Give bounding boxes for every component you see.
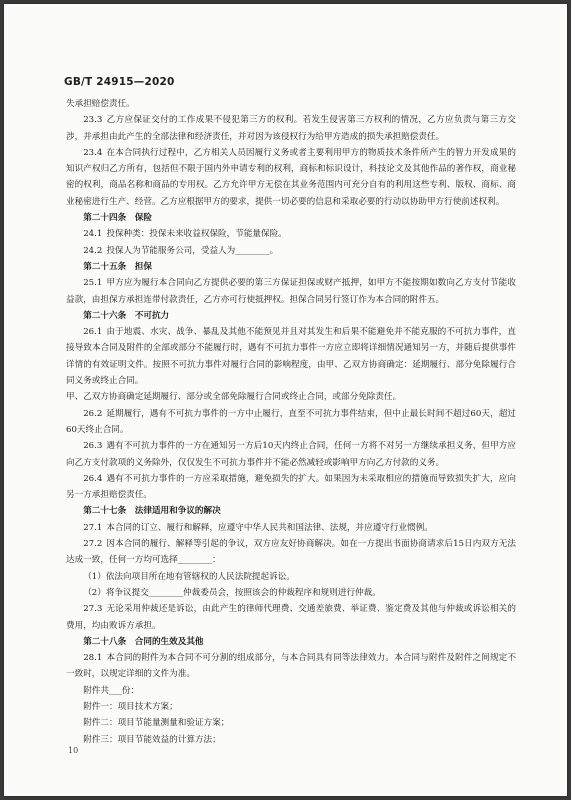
clause-number: 26.3 [83, 441, 103, 452]
article-heading: 第二十四条 保险 [83, 213, 152, 224]
clause-paragraph [66, 471, 516, 504]
clause-text: 由于地震、水灾、战争、暴乱及其他不能预见并且对其发生和后果不能避免并不能克服的不可抗力事件，直接导致本合同及附件的全部或部分不能履行时，遇有不可抗力事件一方应立即将详细情况通知另一方，并随后提供事件详情的有效证明文件。按照不可抗力事件对履行合同的影响程度，由甲、乙双方协商确定：延期履行、部分免除履行合同义务或终止合同。 [66, 327, 516, 387]
list-item: 附件一：项目技术方案； [83, 701, 178, 712]
clause-text: 投保人为节能服务公司，受益人为________。 [106, 245, 279, 256]
clause-number: 23.3 [83, 115, 103, 126]
clause-paragraph [66, 112, 516, 145]
document-page [4, 4, 567, 796]
document-body [66, 96, 516, 748]
clause-number: 23.4 [83, 147, 103, 158]
clause-text: 投保种类：投保未来收益权保险，节能量保险。 [106, 229, 287, 240]
clause-number: 27.3 [83, 604, 103, 615]
clause-number: 26.2 [83, 408, 103, 419]
clause-text: 延期履行，遇有不可抗力事件的一方中止履行，直至不可抗力事件结束，但中止最长时间不超过60天，超过60天终止合同。 [66, 408, 516, 435]
list-item: 附件二：项目节能量测量和验证方案； [83, 718, 230, 729]
clause-number: 26.4 [83, 473, 103, 484]
clause-paragraph [66, 650, 516, 683]
clause-paragraph [66, 406, 516, 439]
clause-text: 本合同的附件为本合同不可分割的组成部分，与本合同具有同等法律效力。本合同与附件及附件之间规定不一致时，以规定详细的文件为准。 [66, 653, 516, 680]
clause-paragraph [66, 226, 516, 242]
list-item: 附件三：项目节能效益的计算方法； [83, 734, 221, 745]
clause-text: 在本合同执行过程中，乙方相关人员因履行义务或者主要利用甲方的物质技术条件所产生的智力开发成果的知识产权归乙方所有，包括但不限于国内外申请专利的权利，商标和标识设计，科技论文及其他作品的著作权，商业秘密的权利，商品名称和商品的专用权。乙方允许甲方无偿在其业务范围内可充分自有的利用这些专利、版权、商标、商业秘密进行生产、经营。乙方应根据甲方的要求，提供一切必要的信息和采取必要的行动以协助甲方行使前述权利。 [66, 147, 516, 207]
article-heading: 第二十六条 不可抗力 [83, 310, 170, 321]
standard-code-header: GB/T 24915—2020 [64, 76, 175, 88]
article-heading: 第二十七条 法律适用和争议的解决 [83, 506, 221, 517]
clause-text: 遇有不可抗力事件的一方在通知另一方后10天内终止合同，任何一方将不对另一方继续承担义务，但甲方应向乙方支付款项的义务除外，仅仅发生不可抗力事件并不能必然减轻或影响甲方向乙方付款的义务。 [66, 441, 516, 468]
clause-number: 27.2 [83, 539, 103, 550]
clause-text: 因本合同的履行、解释等引起的争议，双方应友好协商解决。如在一方提出书面协商请求后15日内双方无法达成一致，任何一方均可选择________： [66, 539, 516, 566]
article-heading: 第二十五条 担保 [83, 261, 152, 272]
text-line: 甲、乙双方协商确定延期履行、部分或全部免除履行合同或终止合同，或部分免除责任。 [66, 392, 402, 403]
list-item: （1）依法向项目所在地有管辖权的人民法院提起诉讼。 [83, 571, 295, 582]
clause-paragraph [66, 324, 516, 389]
clause-text: 甲方应为履行本合同向乙方提供必要的第三方保证担保或财产抵押，如甲方不能按期如数向乙方支付节能收益款，由担保方承担连带付款责任，乙方亦可行使抵押权。担保合同另行签订作为本合同的附件五。 [66, 278, 516, 305]
clause-number: 26.1 [83, 327, 103, 338]
clause-text: 无论采用仲裁还是诉讼，由此产生的律师代理费、交通差旅费、举证费、鉴定费及其他与仲裁或诉讼相关的费用，均由败诉方承担。 [66, 604, 516, 631]
clause-number: 24.1 [83, 229, 103, 240]
list-item: 附件共___份： [83, 685, 140, 696]
clause-paragraph [66, 145, 516, 210]
clause-paragraph [66, 520, 516, 536]
clause-paragraph [66, 601, 516, 634]
clause-paragraph [66, 536, 516, 569]
article-heading: 第二十八条 合同的生效及其他 [83, 636, 204, 647]
clause-text: 乙方应保证交付的工作成果不侵犯第三方的权利。若发生侵害第三方权利的情况，乙方应负责与第三方交涉，并承担由此产生的全部法律和经济责任，并对因为该侵权行为给甲方造成的损失承担赔偿责任。 [66, 115, 516, 142]
clause-number: 25.1 [83, 278, 103, 289]
text-line: 失承担赔偿责任。 [66, 99, 135, 109]
clause-number: 28.1 [83, 653, 103, 664]
clause-paragraph [66, 275, 516, 308]
list-item: （2）将争议提交________仲裁委员会，按照该会的仲裁程序和规则进行仲裁。 [83, 587, 381, 598]
clause-number: 24.2 [83, 245, 103, 256]
clause-text: 遇有不可抗力事件的一方应采取措施，避免损失的扩大。如果因为未采取相应的措施而导致损失扩大，应向另一方承担赔偿责任。 [66, 473, 516, 501]
clause-paragraph [66, 438, 516, 471]
clause-number: 27.1 [83, 522, 103, 533]
clause-paragraph [66, 243, 516, 259]
clause-text: 本合同的订立、履行和解释，应遵守中华人民共和国法律、法规，并应遵守行业惯例。 [106, 522, 433, 533]
page-number: 10 [68, 746, 79, 755]
